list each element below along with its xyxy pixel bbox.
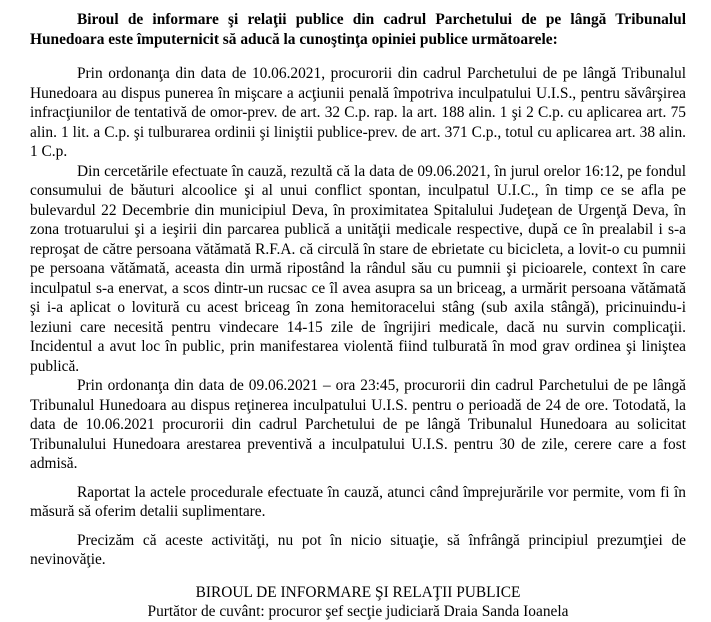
- document-heading: Biroul de informare şi relaţii publice din cadrul Parchetului de pe lângă Tribunalul Hunedoara este împuternicit să aducă la cunoştinţa opiniei publice următoarele:: [30, 11, 686, 48]
- paragraph-detention: Prin ordonanţa din data de 09.06.2021 – ora 23:45, procurorii din cadrul Parchetului de pe lângă Tribunalul Hunedoara au dispus reţinerea inculpatului U.I.S. pentru o perioadă de 24 de ore. Totodată, la data de 10.06.2021 procurorii din cadrul Parchetului de pe lângă Tribunalul Hunedoara au solicitat Tribunalului Hunedoara arestarea preventivă a inculpatului U.I.S. pentru 30 de zile, cerere care a fost admisă.: [30, 377, 686, 472]
- paragraph-indictment: Prin ordonanţa din data de 10.06.2021, procurorii din cadrul Parchetului de pe lângă Tribunalul Hunedoara au dispus punerea în mişcare a acţiunii penală împotriva inculpatului U.I.S., pentru săvârşirea infracţiunilor de tentativă de omor-prev. de art. 32 C.p. rap. la art. 188 alin. 1 şi 2 C.p. cu aplicarea art. 75 alin. 1 lit. a C.p. şi tulburarea ordinii şi liniştii publice-prev. de art. 371 C.p., totul cu aplicarea art. 38 alin. 1 C.p.: [30, 65, 686, 160]
- signature-block: [30, 583, 686, 622]
- paragraph-presumption-of-innocence: Precizăm că aceste activităţi, nu pot în nicio situaţie, să înfrângă principiul prezumţiei de nevinovăţie.: [30, 531, 686, 568]
- signature-office: BIROUL DE INFORMARE ŞI RELAŢII PUBLICE: [195, 583, 521, 601]
- paragraph-further-details: Raportat la actele procedurale efectuate în cauză, atunci când împrejurările vor permite, vom fi în măsură să oferim detalii suplimentare.: [30, 483, 686, 520]
- paragraph-facts: Din cercetările efectuate în cauză, rezultă că la data de 09.06.2021, în jurul orelor 16:12, pe fondul consumului de băuturi alcoolice şi al unui conflict spontan, inculpatul U.I.C., în timp ce se afla pe bulevardul 22 Decembrie din municipiul Deva, în proximitatea Spitalului Judeţean de Urgenţă Deva, în zona trotuarului şi a ieşirii din parcarea publică a unităţii medicale respective, după ce în prealabil i s-a reproşat de către persoana vătămată R.F.A. că circulă în stare de ebrietate cu bicicleta, a lovit-o cu pumnii pe persoana vătămată, aceasta din urmă ripostând la rândul său cu pumnii şi picioarele, context în care inculpatul s-a enervat, a scos dintr-un rucsac ce îl avea asupra sa un briceag, a urmărit persoana vătămată şi i-a aplicat o lovitură cu acest briceag în zona hemitoracelui stâng (sub axila stângă), pricinuindu-i leziuni care necesită pentru vindecare 14-15 zile de îngrijiri medicale, dacă nu survin complicaţii. Incidentul a avut loc în public, prin manifestarea violentă fiind tulburată în mod grav ordinea şi liniştea publică.: [30, 162, 686, 375]
- signature-spokesperson: Purtător de cuvânt: procuror şef secţie judiciară Draia Sanda Ioanela: [147, 603, 569, 620]
- press-release-document: [30, 10, 686, 622]
